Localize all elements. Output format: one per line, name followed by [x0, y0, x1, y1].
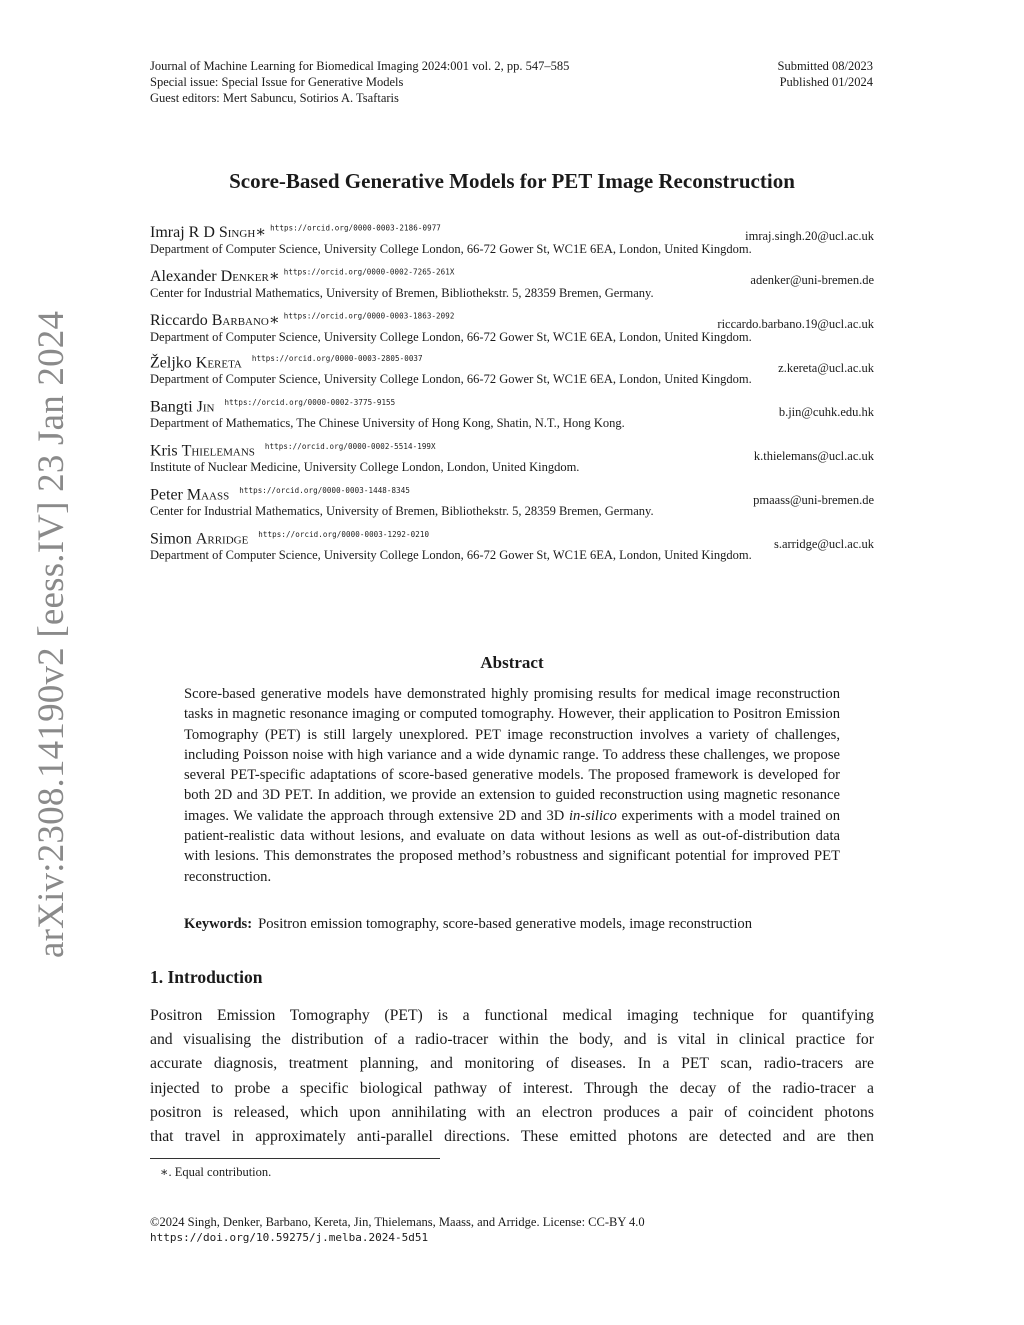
author-first-name: Imraj R D — [150, 224, 215, 241]
guest-editors: Guest editors: Mert Sabuncu, Sotirios A. Tsaftaris — [150, 91, 399, 105]
footnote — [160, 1164, 271, 1180]
author-email[interactable]: pmaass@uni-bremen.de — [753, 493, 874, 507]
author-first-name: Alexander — [150, 268, 217, 285]
footnote-text: Equal contribution. — [174, 1165, 272, 1179]
author-entry — [150, 222, 874, 266]
section-heading-introduction: 1. Introduction — [150, 967, 263, 987]
journal-header — [150, 58, 569, 106]
author-last-name: Thielemans — [181, 442, 255, 460]
author-entry — [150, 442, 874, 486]
author-last-name: Jin — [196, 398, 215, 416]
orcid-link[interactable]: https://orcid.org/0000-0003-2805-0037 — [251, 354, 423, 363]
author-entry — [150, 310, 874, 354]
abstract-text-2: experiments with a model trained on patient-realistic data without lesions, and evaluate on data without lesions as well as out-of-distribution data with lesions. This demonstrates the proposed method’s robustness and significant potential for improved PET reconstruction. — [184, 807, 840, 885]
dates — [778, 58, 874, 90]
author-affiliation: Center for Industrial Mathematics, University of Bremen, Bibliothekstr. 5, 28359 Bremen, Germany. — [150, 504, 654, 519]
intro-line: accurate diagnosis, treatment planning, and monitoring of diseases. In a PET scan, radio-tracers are — [150, 1055, 874, 1073]
license-line: ©2024 Singh, Denker, Barbano, Kereta, Jin, Thielemans, Maass, and Arridge. License: CC-BY 4.0 — [150, 1215, 645, 1229]
abstract-italic-term: in-silico — [568, 807, 617, 824]
author-entry — [150, 266, 874, 310]
author-email[interactable]: z.kereta@ucl.ac.uk — [778, 361, 874, 375]
intro-line: Positron Emission Tomography (PET) is a functional medical imaging technique for quantifying — [150, 1007, 874, 1024]
keywords — [184, 916, 864, 933]
published-date: Published 01/2024 — [779, 75, 873, 89]
author-entry — [150, 530, 874, 574]
doi-link[interactable]: https://doi.org/10.59275/j.melba.2024-5d51 — [150, 1231, 429, 1244]
keywords-label: Keywords: — [184, 916, 253, 932]
paper-title: Score-Based Generative Models for PET Image Reconstruction — [229, 169, 795, 193]
author-affiliation: Department of Computer Science, University College London, 66-72 Gower St, WC1E 6EA, London, United Kingdom. — [150, 330, 752, 344]
author-entry — [150, 486, 874, 530]
author-last-name: Maass — [186, 486, 230, 504]
author-affiliation: Department of Computer Science, University College London, 66-72 Gower St, WC1E 6EA, London, United Kingdom. — [150, 548, 752, 563]
author-last-name: Denker — [220, 268, 269, 285]
author-first-name: Riccardo — [150, 312, 208, 329]
author-email[interactable]: adenker@uni-bremen.de — [750, 273, 874, 287]
author-email[interactable]: k.thielemans@ucl.ac.uk — [753, 449, 874, 463]
submitted-date: Submitted 08/2023 — [777, 59, 873, 73]
orcid-link[interactable]: https://orcid.org/0000-0002-7265-261X — [283, 267, 455, 277]
author-first-name: Kris — [150, 442, 178, 460]
equal-contribution-mark: ∗ — [268, 268, 280, 285]
author-affiliation: Department of Mathematics, The Chinese University of Hong Kong, Shatin, N.T., Hong Kong. — [150, 416, 625, 431]
orcid-link[interactable]: https://orcid.org/0000-0002-5514-199X — [264, 442, 436, 451]
intro-line: positron is released, which upon annihilating with an electron produces a pair of coincident photons — [150, 1103, 874, 1121]
author-entry — [150, 354, 874, 398]
author-last-name: Arridge — [195, 530, 249, 548]
intro-line: that travel in approximately anti-parallel directions. These emitted photons are detected and are then — [150, 1128, 874, 1146]
equal-contribution-mark: ∗ — [268, 312, 280, 329]
author-entry — [150, 398, 874, 442]
author-email[interactable]: s.arridge@ucl.ac.uk — [773, 537, 874, 551]
author-affiliation: Department of Computer Science, University College London, 66-72 Gower St, WC1E 6EA, London, United Kingdom. — [150, 242, 752, 256]
author-first-name: Simon — [150, 530, 192, 548]
keywords-text: Positron emission tomography, score-based generative models, image reconstruction — [258, 916, 753, 932]
intro-line: and visualising the distribution of a radio-tracer within the body, and is vital in clinical practice for — [150, 1031, 874, 1049]
equal-contribution-mark: ∗ — [255, 224, 267, 241]
author-email[interactable]: imraj.singh.20@ucl.ac.uk — [745, 229, 874, 243]
author-affiliation: Institute of Nuclear Medicine, University College London, London, United Kingdom. — [150, 460, 580, 475]
footnote-mark: ∗. — [160, 1165, 172, 1179]
author-affiliation: Center for Industrial Mathematics, University of Bremen, Bibliothekstr. 5, 28359 Bremen, Germany. — [150, 286, 654, 300]
author-affiliation: Department of Computer Science, University College London, 66-72 Gower St, WC1E 6EA, London, United Kingdom. — [150, 372, 752, 387]
orcid-link[interactable]: https://orcid.org/0000-0003-2186-0977 — [270, 223, 441, 233]
orcid-link[interactable]: https://orcid.org/0000-0003-1448-8345 — [239, 486, 411, 495]
author-last-name: Barbano — [211, 312, 269, 329]
footnote-rule — [150, 1158, 440, 1159]
arxiv-stamp[interactable]: arXiv:2308.14190v2 [eess.IV] 23 Jan 2024 — [31, 310, 72, 958]
introduction-paragraph — [150, 1004, 874, 1149]
author-last-name: Singh — [218, 224, 256, 241]
orcid-link[interactable]: https://orcid.org/0000-0003-1292-0210 — [258, 530, 430, 539]
orcid-link[interactable]: https://orcid.org/0000-0003-1863-2092 — [283, 311, 455, 321]
orcid-link[interactable]: https://orcid.org/0000-0002-3775-9155 — [224, 398, 396, 407]
special-issue: Special issue: Special Issue for Generative Models — [150, 75, 404, 89]
author-last-name: Kereta — [195, 354, 242, 372]
abstract-text-1: Score-based generative models have demonstrated highly promising results for medical image reconstruction tasks in magnetic resonance imaging or computed tomography. However, their application to Positron Emission Tomography (PET) is still largely unexplored. PET image reconstruction involves a variety of challenges, including Poisson noise with high variance and a wide dynamic range. To address these challenges, we propose several PET-specific adaptations of score-based generative models. The proposed framework is developed for both 2D and 3D PET. In addition, we provide an extension to guided reconstruction using magnetic resonance images. We validate the approach through extensive 2D and 3D — [184, 686, 840, 824]
author-first-name: Bangti — [150, 398, 193, 416]
author-email[interactable]: riccardo.barbano.19@ucl.ac.uk — [717, 317, 874, 331]
author-email[interactable]: b.jin@cuhk.edu.hk — [778, 405, 874, 419]
authors-block — [150, 222, 874, 574]
abstract-body — [184, 684, 840, 887]
author-first-name: Željko — [150, 354, 192, 372]
journal-line: Journal of Machine Learning for Biomedical Imaging 2024:001 vol. 2, pp. 547–585 — [150, 59, 570, 73]
intro-line: injected to probe a specific biological pathway of interest. Through the decay of the radio-tracer a — [150, 1079, 874, 1097]
author-first-name: Peter — [150, 486, 183, 504]
abstract-heading: Abstract — [480, 653, 544, 672]
